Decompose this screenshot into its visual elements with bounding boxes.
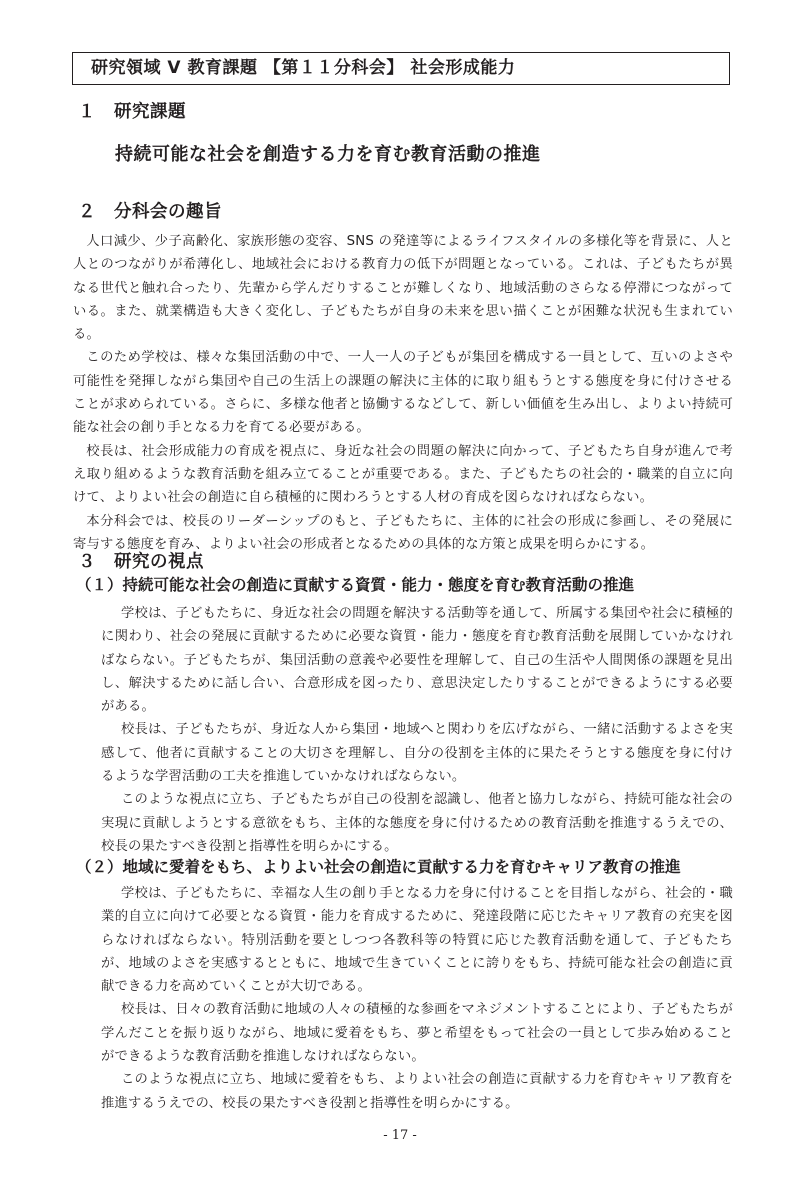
section1-heading: １ 研究課題: [78, 102, 186, 122]
section2-paragraph: 人口減少、少子高齢化、家族形態の変容、SNS の発達等によるライフスタイルの多様化等を背景に、人と人とのつながりが希薄化し、地域社会における教育力の低下が問題となっている。これは、子どもたちが異なる世代と触れ合ったり、先輩から学んだりすることが難しくなり、地域活動のさらなる停滞につながっている。また、就業構造も大きく変化し、子どもたちが自身の未来を思い描くことが困難な状況も生まれている。: [73, 234, 733, 343]
section2-paragraph: 本分科会では、校長のリーダーシップのもと、子どもたちに、主体的に社会の形成に参画し、その発展に寄与する態度を育み、よりよい社会の形成者となるための具体的な方策と成果を明らかにする。: [73, 513, 733, 552]
sub1-paragraph: 学校は、子どもたちに、身近な社会の問題を解決する活動等を通して、所属する集団や社会に積極的に関わり、社会の発展に貢献するために必要な資質・能力・態度を育む教育活動を展開していかなければならない。子どもたちが、集団活動の意義や必要性を理解して、自己の生活や人間関係の課題を見出し、解決するために話し合い、合意形成を図ったり、意思決定したりすることができるようにする必要がある。: [101, 606, 733, 715]
page-number: - 17 -: [383, 1128, 417, 1143]
sub1-heading: （１）持続可能な社会の創造に貢献する資質・能力・態度を育む教育活動の推進: [76, 576, 635, 594]
sub2-paragraph: 学校は、子どもたちに、幸福な人生の創り手となる力を身に付けることを目指しながら、社会的・職業的自立に向けて必要となる資質・能力を育成するために、発達段階に応じたキャリア教育の充実を図らなければならない。特別活動を要としつつ各教科等の特質に応じた教育活動を通して、子どもたちが、地域のよさを実感するとともに、地域で生きていくことに誇りをもち、持続可能な社会の創造に貢献できる力を高めていくことが大切である。: [101, 886, 733, 995]
sub2-paragraph: このような視点に立ち、地域に愛着をもち、よりよい社会の創造に貢献する力を育むキャリア教育を推進するうえでの、校長の果たすべき役割と指導性を明らかにする。: [101, 1072, 733, 1111]
section2-body: [73, 230, 733, 556]
sub2-body: [101, 882, 733, 1115]
header-title-box: [72, 52, 730, 85]
section3-heading: ３ 研究の視点: [78, 552, 204, 572]
sub2-paragraph: 校長は、日々の教育活動に地域の人々の積極的な参画をマネジメントすることにより、子どもたちが学んだことを振り返りながら、地域に愛着をもち、夢と希望をもって社会の一員として歩み始めることができるような教育活動を推進しなければならない。: [101, 1002, 733, 1065]
section2-paragraph: 校長は、社会形成能力の育成を視点に、身近な社会の問題の解決に向かって、子どもたち自身が進んで考え取り組めるような教育活動を組み立てることが重要である。また、子どもたちの社会的・職業的自立に向けて、よりよい社会の創造に自ら積極的に関わろうとする人材の育成を図らなければならない。: [73, 443, 733, 506]
research-theme: 持続可能な社会を創造する力を育む教育活動の推進: [115, 144, 541, 165]
sub1-paragraph: 校長は、子どもたちが、身近な人から集団・地域へと関わりを広げながら、一緒に活動するよさを実感して、他者に貢献することの大切さを理解し、自分の役割を主体的に果たそうとする態度を身に付けるような学習活動の工夫を推進していかなければならない。: [101, 722, 733, 785]
sub1-body: [101, 602, 733, 858]
sub1-paragraph: このような視点に立ち、子どもたちが自己の役割を認識し、他者と協力しながら、持続可能な社会の実現に貢献しようとする意欲をもち、主体的な態度を身に付けるための教育活動を推進するうえでの、校長の果たすべき役割と指導性を明らかにする。: [101, 792, 733, 854]
section2-paragraph: このため学校は、様々な集団活動の中で、一人一人の子どもが集団を構成する一員として、互いのよさや可能性を発揮しながら集団や自己の生活上の課題の解決に主体的に取り組もうとする態度を身に付けさせることが求められている。さらに、多様な他者と協働するなどして、新しい価値を生み出し、よりよい持続可能な社会の創り手となる力を育てる必要がある。: [73, 350, 733, 436]
sub2-heading: （２）地域に愛着をもち、よりよい社会の創造に貢献する力を育むキャリア教育の推進: [76, 858, 681, 876]
header-title: 研究領域 Ⅴ 教育課題 【第１１分科会】 社会形成能力: [91, 58, 516, 78]
section2-heading: ２ 分科会の趣旨: [78, 202, 222, 222]
